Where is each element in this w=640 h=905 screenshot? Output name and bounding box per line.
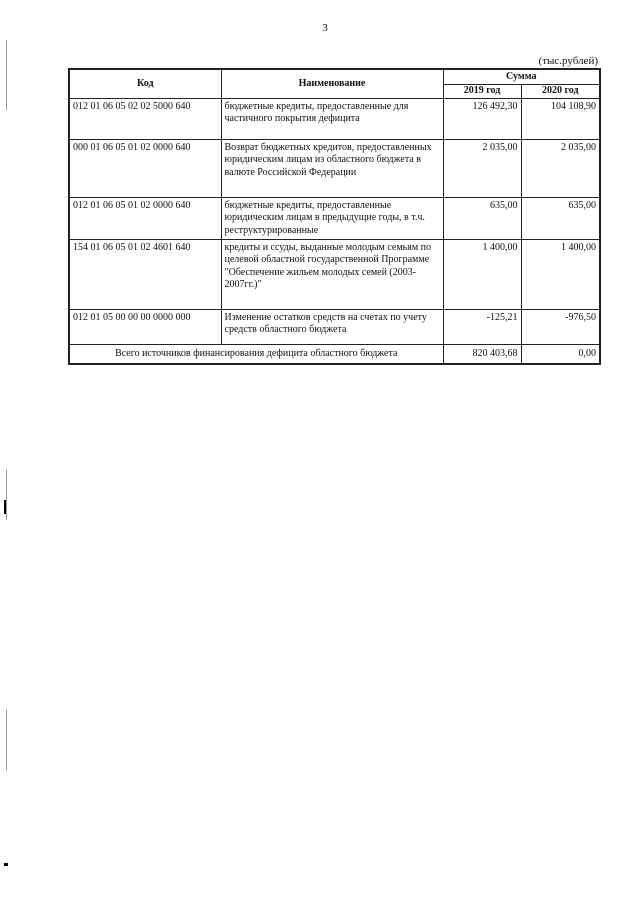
total-value-2019: 820 403,68 bbox=[443, 344, 521, 364]
table-row bbox=[69, 139, 600, 197]
row-code: 012 01 06 05 02 02 5000 640 bbox=[69, 98, 221, 139]
row-value-2019: -125,21 bbox=[443, 309, 521, 344]
row-value-2020: -976,50 bbox=[521, 309, 600, 344]
row-name: Изменение остатков средств на счетах по учету средств областного бюджета bbox=[221, 309, 443, 344]
row-name: Возврат бюджетных кредитов, предоставленных юридическим лицам из областного бюджета в валюте Российской Федерации bbox=[221, 139, 443, 197]
scan-edge-mark bbox=[6, 710, 7, 770]
header-name: Наименование bbox=[221, 69, 443, 98]
header-code: Код bbox=[69, 69, 221, 98]
table-row bbox=[69, 98, 600, 139]
header-year-2019: 2019 год bbox=[443, 84, 521, 98]
page-number: 3 bbox=[322, 22, 328, 34]
total-label: Всего источников финансирования дефицита областного бюджета bbox=[69, 344, 443, 364]
table-row bbox=[69, 197, 600, 239]
row-value-2020: 104 108,90 bbox=[521, 98, 600, 139]
scan-edge-mark bbox=[6, 470, 7, 520]
row-value-2020: 635,00 bbox=[521, 197, 600, 239]
table-row bbox=[69, 309, 600, 344]
sources-table bbox=[68, 68, 601, 365]
scan-edge-mark bbox=[4, 500, 6, 514]
row-value-2020: 2 035,00 bbox=[521, 139, 600, 197]
row-code: 154 01 06 05 01 02 4601 640 bbox=[69, 239, 221, 309]
row-value-2019: 635,00 bbox=[443, 197, 521, 239]
total-row bbox=[69, 344, 600, 364]
total-value-2020: 0,00 bbox=[521, 344, 600, 364]
row-value-2019: 126 492,30 bbox=[443, 98, 521, 139]
row-value-2020: 1 400,00 bbox=[521, 239, 600, 309]
row-value-2019: 2 035,00 bbox=[443, 139, 521, 197]
scan-edge-mark bbox=[4, 863, 8, 866]
row-name: бюджетные кредиты, предоставленные для частичного покрытия дефицита bbox=[221, 98, 443, 139]
row-value-2019: 1 400,00 bbox=[443, 239, 521, 309]
header-year-2020: 2020 год bbox=[521, 84, 600, 98]
units-label: (тыс.рублей) bbox=[538, 55, 598, 67]
header-sum: Сумма bbox=[443, 69, 600, 84]
row-code: 012 01 06 05 01 02 0000 640 bbox=[69, 197, 221, 239]
row-name: бюджетные кредиты, предоставленные юридическим лицам в предыдущие годы, в т.ч. реструктурированные bbox=[221, 197, 443, 239]
row-name: кредиты и ссуды, выданные молодым семьям по целевой областной государственной Программе "Обеспечение жильем молодых семей (2003-2007гг.)" bbox=[221, 239, 443, 309]
table-row bbox=[69, 239, 600, 309]
scan-edge-mark bbox=[6, 40, 7, 110]
row-code: 000 01 06 05 01 02 0000 640 bbox=[69, 139, 221, 197]
row-code: 012 01 05 00 00 00 0000 000 bbox=[69, 309, 221, 344]
